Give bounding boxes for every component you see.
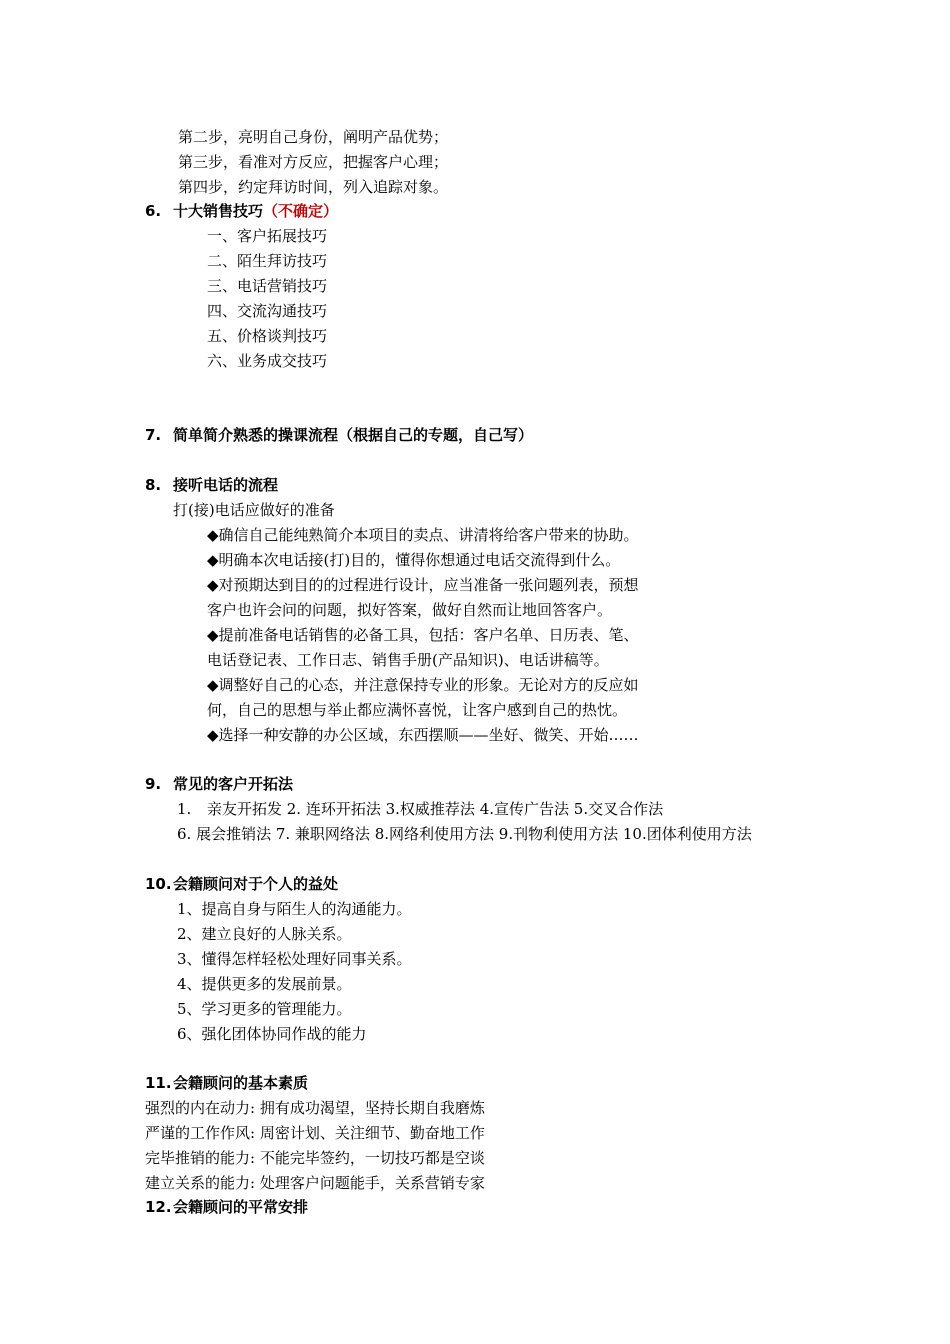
list-item: 六、业务成交技巧	[207, 352, 328, 370]
list-item: 三、电话营销技巧	[207, 277, 328, 295]
section-9-number: 9.	[145, 775, 162, 793]
list-item: 5、学习更多的管理能力。	[177, 1000, 352, 1018]
quality-line: 建立关系的能力: 处理客户问题能手，关系营销专家	[145, 1174, 485, 1192]
paragraph-line: ◆确信自己能纯熟简介本项目的卖点、讲清将给客户带来的协助。	[207, 526, 639, 544]
step-4-text: 第四步，约定拜访时间，列入追踪对象。	[178, 178, 449, 196]
section-7-title: 简单简介熟悉的操课流程（根据自己的专题，自己写）	[173, 426, 534, 444]
quality-line: 完毕推销的能力: 不能完毕签约，一切技巧都是空谈	[145, 1149, 485, 1167]
section-12-heading	[145, 1197, 308, 1217]
paragraph-line: ◆对预期达到目的的过程进行设计，应当准备一张问题列表，预想	[207, 576, 639, 594]
list-item: 四、交流沟通技巧	[207, 302, 328, 320]
paragraph-line: ◆提前准备电话销售的必备工具，包括：客户名单、日历表、笔、	[207, 626, 639, 644]
section-6-heading	[145, 201, 338, 221]
section-11-title: 会籍顾问的基本素质	[173, 1074, 309, 1092]
section-10-title: 会籍顾问对于个人的益处	[173, 875, 339, 893]
section-7-number: 7.	[145, 426, 162, 444]
paragraph-line: ◆调整好自己的心态，并注意保持专业的形象。无论对方的反应如	[207, 676, 639, 694]
paragraph-line: 电话登记表、工作日志、销售手册(产品知识)、电话讲稿等。	[207, 651, 609, 669]
section-7-heading	[145, 425, 533, 445]
section-9-heading	[145, 774, 293, 794]
step-3-text: 第三步，看准对方反应，把握客户心理；	[178, 153, 449, 171]
step-2-text: 第二步，亮明自己身份，阐明产品优势；	[178, 128, 449, 146]
section-6-title: 十大销售技巧	[173, 202, 264, 220]
method-line-1-text: 亲友开拓发 2. 连环开拓法 3.权威推荐法 4.宣传广告法 5.交叉合作法	[207, 800, 664, 818]
list-item: 2、建立良好的人脉关系。	[177, 925, 352, 943]
section-12-title: 会籍顾问的平常安排	[173, 1198, 309, 1216]
section-8-subtitle: 打(接)电话应做好的准备	[173, 501, 335, 519]
list-item: 二、陌生拜访技巧	[207, 252, 328, 270]
section-11-number: 11.	[145, 1074, 172, 1092]
method-line-1	[177, 799, 663, 819]
section-10-heading	[145, 874, 338, 894]
list-item: 1、提高自身与陌生人的沟通能力。	[177, 900, 412, 918]
section-8-title: 接听电话的流程	[173, 476, 279, 494]
section-11-heading	[145, 1073, 308, 1093]
quality-line: 严谨的工作作风: 周密计划、关注细节、勤奋地工作	[145, 1124, 485, 1142]
list-item: 3、懂得怎样轻松处理好同事关系。	[177, 950, 412, 968]
list-item: 一、客户拓展技巧	[207, 227, 328, 245]
section-10-number: 10.	[145, 875, 172, 893]
paragraph-line: 何，自己的思想与举止都应满怀喜悦，让客户感到自己的热忱。	[207, 701, 628, 719]
section-12-number: 12.	[145, 1198, 172, 1216]
list-item: 6、强化团体协同作战的能力	[177, 1025, 367, 1043]
method-line-1-number: 1.	[177, 800, 192, 818]
section-8-number: 8.	[145, 476, 162, 494]
list-item: 4、提供更多的发展前景。	[177, 975, 352, 993]
section-8-heading	[145, 475, 278, 495]
section-6-note: （不确定）	[263, 202, 339, 220]
method-line-2: 6. 展会推销法 7. 兼职网络法 8.网络利使用方法 9.刊物利使用方法 10.团体利使用方法	[177, 825, 752, 843]
section-9-title: 常见的客户开拓法	[173, 775, 294, 793]
quality-line: 强烈的内在动力: 拥有成功渴望，坚持长期自我磨炼	[145, 1099, 485, 1117]
paragraph-line: ◆明确本次电话接(打)目的，懂得你想通过电话交流得到什么。	[207, 551, 621, 569]
paragraph-line: 客户也许会问的问题，拟好答案，做好自然而让地回答客户。	[207, 601, 613, 619]
paragraph-line: ◆选择一种安静的办公区域，东西摆顺——坐好、微笑、开始……	[207, 726, 639, 744]
list-item: 五、价格谈判技巧	[207, 327, 328, 345]
section-6-number: 6.	[145, 202, 162, 220]
